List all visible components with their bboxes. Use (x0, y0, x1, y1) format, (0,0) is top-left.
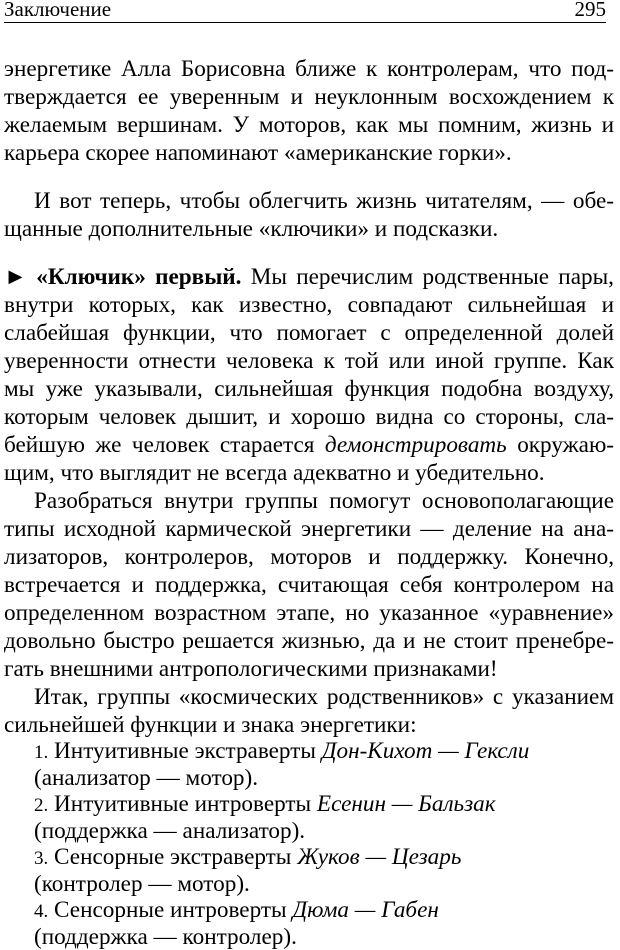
text-line: Разобраться внутри группы помогут основополагающие (34, 488, 614, 514)
text-line: энергетике Алла Борисовна ближе к контролерам, что под- (4, 56, 614, 82)
text-span: Мы перечислим родственные пары, (241, 264, 614, 290)
text-line: мы уже указывали, сильнейшая функция подобна воздуху, (4, 376, 614, 402)
text-span: Сенсорные интроверты (48, 897, 293, 923)
list-item-desc: (поддержка — контролер). (34, 923, 297, 950)
text-line: слабейшая функции, что помогает с определенной долей (4, 320, 614, 346)
text-span: Интуитивные интроверты (48, 791, 317, 817)
type-pair: Дюма — Габен (292, 897, 439, 923)
text-line: щанные дополнительные «ключики» и подсказки. (4, 216, 499, 242)
text-line: Итак, группы «космических родственников» с указанием (34, 684, 614, 710)
text-line: щим, что выглядит не всегда адекватно и убедительно. (4, 460, 545, 486)
text-line: довольно быстро решается жизнью, да и не стоит пренебре- (4, 628, 614, 654)
list-item (34, 844, 620, 872)
list-number: 3. (34, 848, 49, 869)
text-line: лизаторов, контролеров, моторов и поддержку. Конечно, (4, 544, 614, 570)
type-pair: Есенин — Бальзак (316, 791, 496, 817)
list-number: 4. (34, 901, 49, 922)
type-pair: Жуков — Цезарь (297, 844, 462, 870)
text-line: которым человек дышит, и хорошо видна со стороны, сла- (4, 404, 614, 430)
text-line: тверждается ее уверенным и неуклонным восхождением к (4, 84, 614, 110)
list-item-desc: (контролер — мотор). (34, 870, 250, 897)
text-line: внутри которых, как известно, совпадают сильнейшая и (4, 292, 614, 318)
list-item-desc: (поддержка — анализатор). (34, 817, 306, 844)
text-span: окружаю- (506, 432, 614, 458)
emphasis: демонстрировать (324, 432, 507, 458)
text-line: И вот теперь, чтобы облегчить жизнь читателям, — обе- (34, 188, 614, 214)
text-line: сильнейшей функции и знака энергетики: (4, 712, 417, 738)
text-line (4, 264, 614, 291)
text-line (4, 432, 614, 459)
list-item (34, 897, 620, 925)
key-heading: ► «Ключик» первый. (4, 264, 242, 290)
list-number: 1. (34, 742, 49, 763)
text-line: встречается и поддержка, считающая себя контролером на (4, 572, 614, 598)
list-item-desc: (анализатор — мотор). (34, 764, 259, 791)
text-line: определенном возрастном этапе, но указанное «уравнение» (4, 600, 614, 626)
text-line: гать внешними антропологическими признаками! (4, 656, 498, 682)
text-span: Интуитивные экстраверты (48, 738, 322, 764)
text-span: бейшую же человек старается (4, 432, 325, 458)
list-item (34, 738, 620, 766)
text-line: типы исходной кармической энергетики — деление на ана- (4, 516, 614, 542)
text-span: Сенсорные экстраверты (48, 844, 298, 870)
text-line: желаемым вершинам. У моторов, как мы помним, жизнь и (4, 112, 614, 138)
chapter-title: Заключение (4, 0, 112, 21)
list-item (34, 791, 620, 819)
text-line: уверенности отнести человека к той или иной группе. Как (4, 348, 614, 374)
page-number: 295 (574, 0, 606, 21)
type-pair: Дон-Кихот — Гексли (321, 738, 530, 764)
running-header (4, 0, 606, 23)
text-line: карьера скорее напоминают «американские горки». (4, 140, 512, 166)
list-number: 2. (34, 795, 49, 816)
